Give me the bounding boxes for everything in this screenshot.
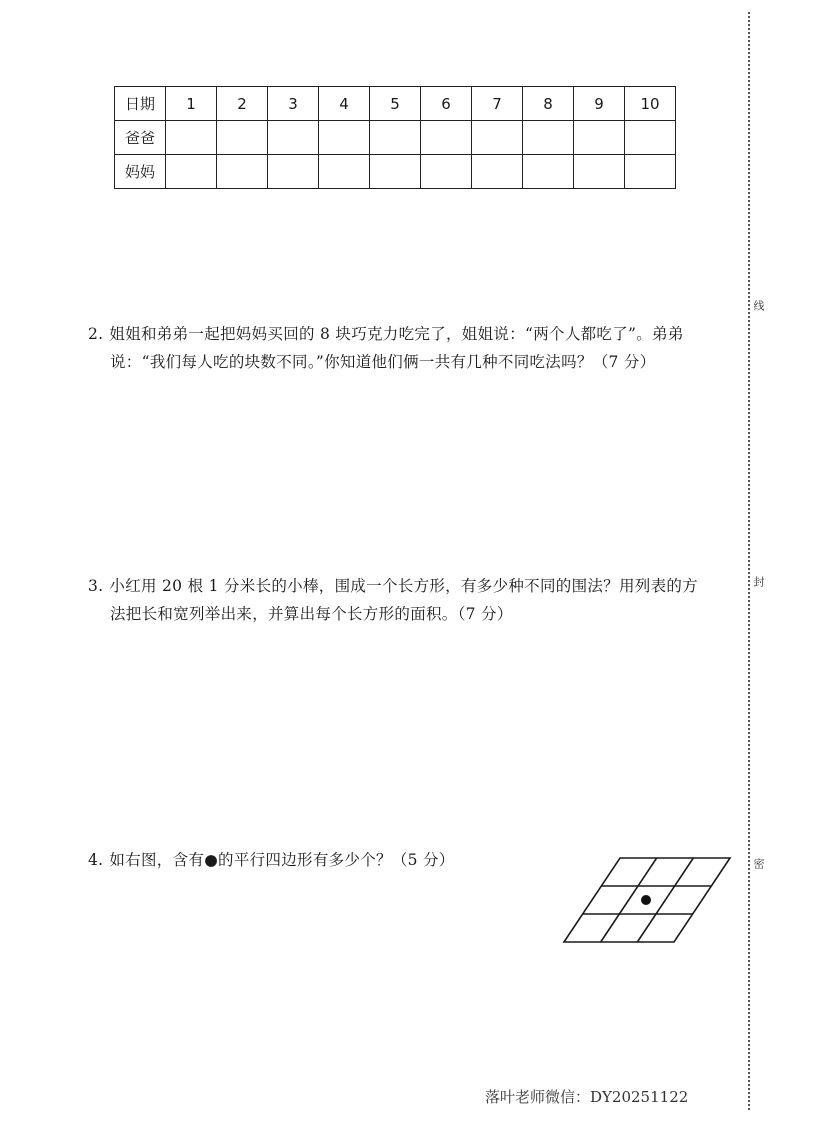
header-label-cell: 日期 [115,87,166,121]
date-cell: 9 [574,87,625,121]
date-cell: 4 [319,87,370,121]
empty-cell[interactable] [625,155,676,189]
empty-cell[interactable] [574,155,625,189]
empty-cell[interactable] [166,155,217,189]
empty-cell[interactable] [217,121,268,155]
table-row-mom [115,155,676,189]
empty-cell[interactable] [625,121,676,155]
empty-cell[interactable] [319,121,370,155]
date-cell: 7 [472,87,523,121]
record-table [114,86,676,189]
empty-cell[interactable] [421,155,472,189]
binding-dotted-line [748,12,750,1110]
question-number: 4. [88,851,104,869]
question-number: 2. [88,325,104,343]
date-cell: 5 [370,87,421,121]
binding-mark-seal: 封 [752,576,765,587]
black-dot-marker [641,895,651,905]
row-label-dad: 爸爸 [115,121,166,155]
question-text-line2: 法把长和宽列举出来，并算出每个长方形的面积。（7 分） [110,605,513,623]
date-cell: 10 [625,87,676,121]
date-cell: 8 [523,87,574,121]
question-3 [88,572,738,628]
question-text-line1: 小红用 20 根 1 分米长的小棒，围成一个长方形，有多少种不同的围法？用列表的方 [109,577,698,595]
empty-cell[interactable] [268,121,319,155]
date-cell: 1 [166,87,217,121]
date-cell: 2 [217,87,268,121]
parallelogram-grid-figure [556,850,746,950]
question-number: 3. [88,577,104,595]
empty-cell[interactable] [370,121,421,155]
empty-cell[interactable] [166,121,217,155]
question-text-line1: 姐姐和弟弟一起把妈妈买回的 8 块巧克力吃完了，姐姐说：“两个人都吃了”。弟弟 [109,325,684,343]
binding-mark-close: 密 [752,858,765,869]
empty-cell[interactable] [217,155,268,189]
empty-cell[interactable] [370,155,421,189]
date-cell: 6 [421,87,472,121]
empty-cell[interactable] [523,155,574,189]
empty-cell[interactable] [472,121,523,155]
empty-cell[interactable] [421,121,472,155]
question-text-line1: 如右图，含有●的平行四边形有多少个？（5 分） [109,851,455,869]
question-text-line2: 说：“我们每人吃的块数不同。”你知道他们俩一共有几种不同吃法吗？（7 分） [110,353,656,371]
row-label-mom: 妈妈 [115,155,166,189]
empty-cell[interactable] [574,121,625,155]
question-2 [88,320,738,376]
empty-cell[interactable] [268,155,319,189]
empty-cell[interactable] [319,155,370,189]
binding-mark-line: 线 [752,300,765,311]
table-header-row [115,87,676,121]
table-row-dad [115,121,676,155]
date-cell: 3 [268,87,319,121]
empty-cell[interactable] [523,121,574,155]
empty-cell[interactable] [472,155,523,189]
footer-watermark: 落叶老师微信：DY20251122 [485,1088,689,1106]
